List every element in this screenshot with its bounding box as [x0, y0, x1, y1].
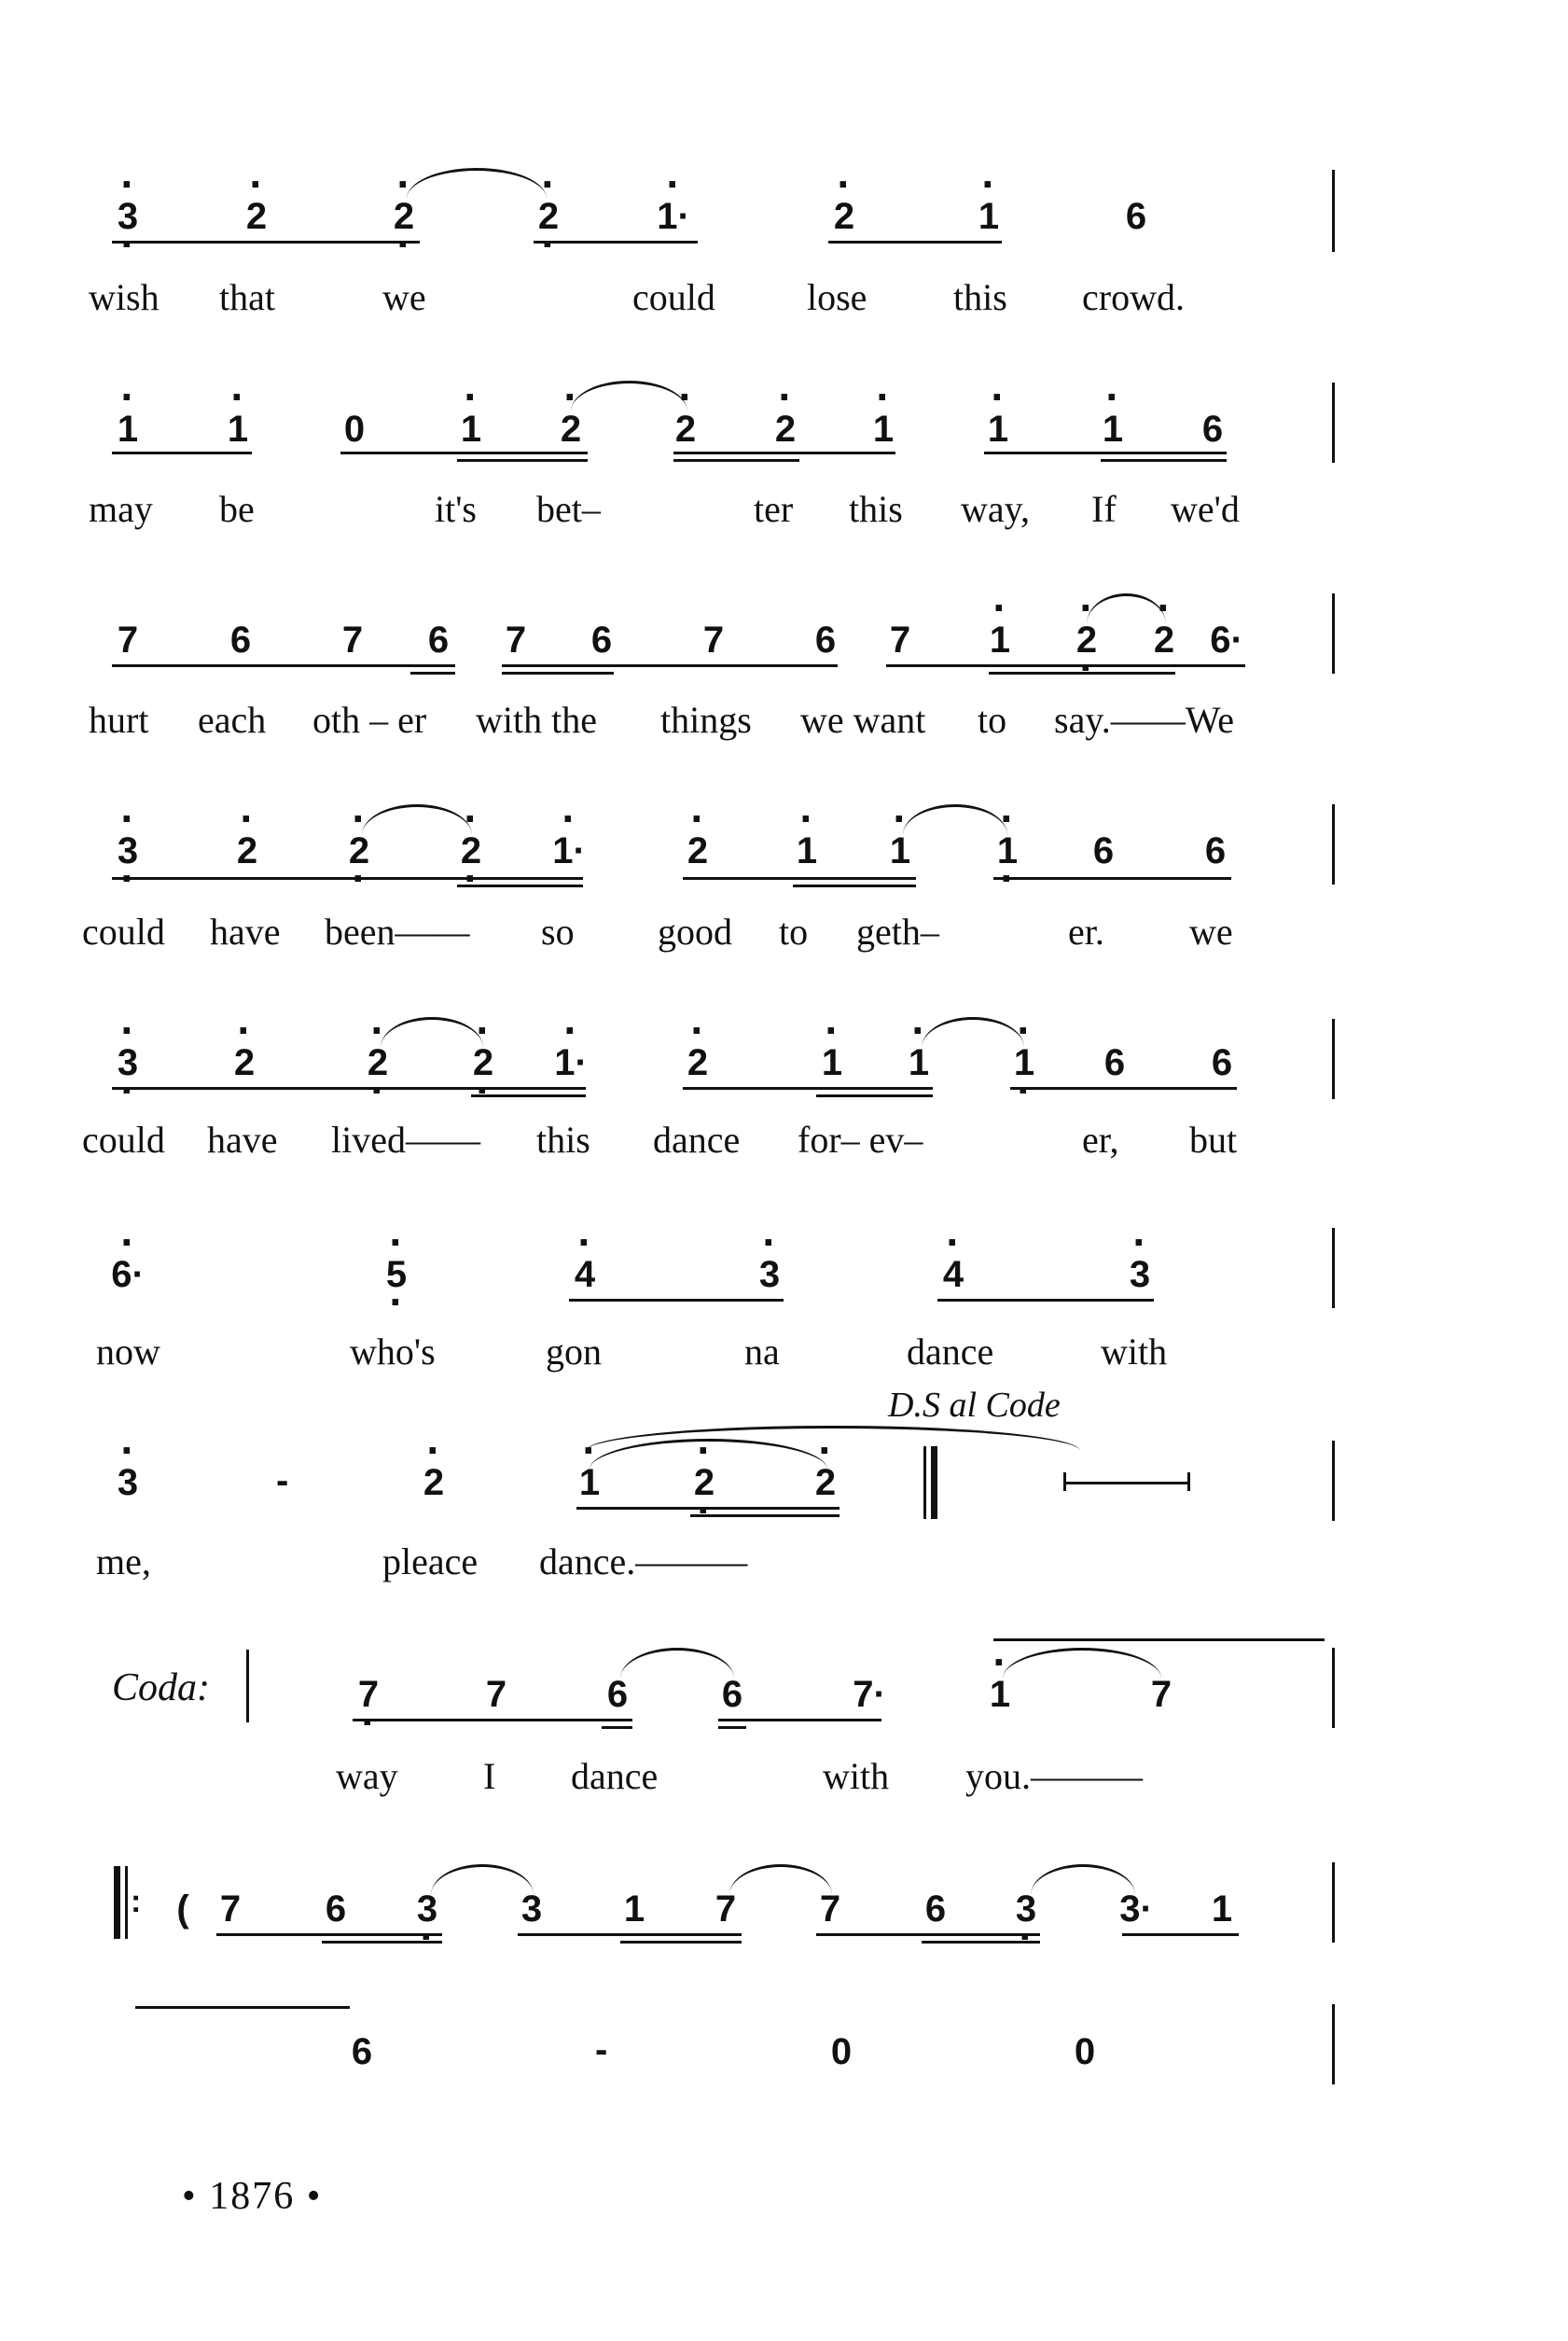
note: · 1	[210, 407, 266, 452]
lyric: but	[1189, 1119, 1238, 1161]
tie-arc	[729, 1864, 832, 1895]
note: · 2 ·	[455, 1040, 511, 1085]
note: · 2	[670, 829, 726, 873]
note: 7	[715, 1888, 737, 1930]
beam	[410, 672, 455, 675]
beam	[922, 1941, 1040, 1944]
lyric: If	[1091, 488, 1117, 530]
note: · 2	[757, 407, 813, 452]
lyric: with	[823, 1755, 890, 1797]
note: 7·	[853, 1674, 886, 1715]
beam	[673, 459, 799, 462]
lyric: with the	[476, 699, 597, 741]
lyric: we	[1189, 911, 1233, 953]
note: · 2 ·	[520, 194, 576, 239]
note: 7	[219, 1888, 242, 1930]
beam	[322, 1941, 442, 1944]
lyric: now	[96, 1331, 160, 1373]
beam	[502, 672, 614, 675]
note: · 2 ·	[376, 194, 432, 239]
lyric: pleace	[382, 1540, 479, 1582]
lyric: na	[744, 1331, 780, 1373]
barline	[1332, 1441, 1335, 1521]
lyric: have	[210, 911, 281, 953]
lyric: to	[779, 911, 809, 953]
lyric: ter	[754, 488, 794, 530]
barline	[1332, 1648, 1335, 1728]
note: 7	[485, 1674, 507, 1715]
note: 6	[1201, 409, 1224, 450]
repeat-dots: :	[131, 1884, 142, 1919]
lyric: could	[82, 1119, 165, 1161]
note: -	[276, 1460, 289, 1501]
note: 6	[427, 620, 450, 661]
note: · 3	[742, 1252, 798, 1297]
note: · 2	[670, 1040, 726, 1085]
lyric: have	[207, 1119, 278, 1161]
lyric: with	[1101, 1331, 1168, 1373]
note: 6	[229, 620, 252, 661]
lyric: bet–	[536, 488, 601, 530]
coda-bar	[246, 1650, 249, 1722]
note: 6	[351, 2031, 373, 2072]
barline	[1332, 1228, 1335, 1308]
lyric: geth–	[856, 911, 939, 953]
beam	[718, 1726, 746, 1729]
note: 6	[1125, 196, 1147, 237]
lyric: who's	[350, 1331, 436, 1373]
note: 6	[721, 1674, 743, 1715]
note: 7	[889, 620, 911, 661]
note: · 4	[557, 1252, 613, 1297]
note: · 2 ·	[350, 1040, 406, 1085]
barline	[1332, 804, 1335, 885]
beam	[793, 885, 916, 887]
note: · 1	[891, 1040, 947, 1085]
beam	[683, 1087, 933, 1090]
beam	[353, 1719, 632, 1721]
note: 7	[702, 620, 725, 661]
barline	[923, 1446, 926, 1519]
note: 6	[1204, 830, 1227, 871]
beam	[471, 1094, 586, 1097]
note: · 3	[1112, 1252, 1168, 1297]
beam	[984, 452, 1227, 454]
lyric: lived——	[331, 1119, 480, 1161]
lyric: crowd.	[1082, 276, 1185, 318]
barline	[1332, 593, 1335, 674]
note: 6	[1092, 830, 1115, 871]
note: · 1	[779, 829, 835, 873]
beam	[620, 1941, 742, 1944]
beam	[718, 1719, 881, 1721]
lyric: me,	[96, 1540, 151, 1582]
lyric: this	[953, 276, 1007, 318]
extension-line	[993, 1638, 1325, 1641]
beam	[457, 885, 583, 887]
note: · 2	[1136, 618, 1192, 662]
note: · 2	[219, 829, 275, 873]
lyric: this	[536, 1119, 590, 1161]
beam	[502, 664, 838, 667]
note: · 2	[658, 407, 714, 452]
note: 0	[830, 2031, 853, 2072]
repeat-start-barline	[125, 1866, 128, 1939]
note: 7 ·	[340, 1672, 396, 1717]
lyric: could	[632, 276, 715, 318]
note: · 6·	[100, 1252, 156, 1297]
beam	[112, 241, 420, 244]
note: · 1	[972, 618, 1028, 662]
note: 6	[1103, 1042, 1126, 1083]
lyric: I	[483, 1755, 496, 1797]
note: 7	[505, 620, 527, 661]
beam	[683, 877, 916, 880]
lyric: that	[219, 276, 275, 318]
lyric: be	[219, 488, 255, 530]
lyric: this	[849, 488, 903, 530]
coda-label: Coda:	[112, 1666, 210, 1709]
lyric: dance.———	[539, 1540, 748, 1582]
note: · 1	[562, 1460, 617, 1505]
lyric: wish	[89, 276, 160, 318]
note: 7	[1150, 1674, 1173, 1715]
beam	[690, 1514, 840, 1517]
lyric: we want	[800, 699, 926, 741]
lyric: been——	[325, 911, 470, 953]
beam	[534, 241, 698, 244]
lyric: you.———	[965, 1755, 1143, 1797]
beam	[1101, 459, 1227, 462]
note: · 1	[443, 407, 499, 452]
lyric: er,	[1082, 1119, 1119, 1161]
beam	[1010, 1087, 1237, 1090]
note: · 2	[216, 1040, 272, 1085]
barline	[1332, 170, 1335, 252]
ds-al-coda-marking: D.S al Code	[888, 1386, 1061, 1425]
beam	[937, 1299, 1154, 1302]
note: 3 ·	[399, 1887, 455, 1931]
note: · 1·	[645, 194, 701, 239]
lyric: we'd	[1171, 488, 1240, 530]
beam	[602, 1726, 632, 1729]
note: · 3 ·	[100, 194, 156, 239]
lyric: things	[660, 699, 752, 741]
tie-arc	[431, 1864, 534, 1895]
note: 6	[606, 1674, 629, 1715]
note: · 1 ·	[979, 829, 1035, 873]
note: · 1·	[543, 1040, 599, 1085]
note: · 1	[1085, 407, 1141, 452]
beam	[216, 1933, 442, 1936]
lyric: may	[89, 488, 153, 530]
lyric: each	[198, 699, 267, 741]
lyric: good	[658, 911, 732, 953]
lyric: gon	[546, 1331, 602, 1373]
note: · 2 ·	[443, 829, 499, 873]
note: · 3 ·	[100, 1040, 156, 1085]
tie-arc	[1031, 1864, 1135, 1895]
line-cap	[1187, 1472, 1190, 1491]
note: · 1	[972, 1672, 1028, 1717]
note: 6	[590, 620, 613, 661]
note: 0	[343, 409, 366, 450]
note: 6	[814, 620, 837, 661]
note: -	[595, 2029, 608, 2070]
note: · 2 ·	[1059, 618, 1115, 662]
note: · 1	[961, 194, 1017, 239]
note: 7	[117, 620, 139, 661]
beam	[816, 1933, 1040, 1936]
lyric: we	[382, 276, 426, 318]
lyric: way,	[961, 488, 1031, 530]
lyric: er.	[1068, 911, 1104, 953]
note: 6	[924, 1888, 947, 1930]
note: · 3	[100, 1460, 156, 1505]
note: 7	[341, 620, 364, 661]
note: 3·	[1119, 1888, 1153, 1930]
page-number: • 1876 •	[182, 2175, 323, 2218]
beam	[989, 672, 1175, 675]
beam	[112, 877, 583, 880]
note: (	[176, 1888, 189, 1930]
barline	[1332, 383, 1335, 463]
fermata-line	[1063, 1482, 1189, 1484]
note: · 3 ·	[100, 829, 156, 873]
tie-arc	[620, 1648, 734, 1679]
beam	[112, 664, 455, 667]
note: 1	[623, 1888, 645, 1930]
note: 7	[819, 1888, 841, 1930]
lyric: say.——We	[1054, 699, 1235, 741]
repeat-start-barline	[114, 1866, 120, 1939]
beam	[457, 459, 588, 462]
note: · 2	[798, 1460, 853, 1505]
note: 6·	[1210, 620, 1243, 661]
note: · 2	[543, 407, 599, 452]
note: · 2 ·	[331, 829, 387, 873]
note: · 1	[804, 1040, 860, 1085]
lyric: so	[541, 911, 575, 953]
barline	[1332, 1019, 1335, 1099]
note: · 1	[855, 407, 911, 452]
beam	[886, 664, 1245, 667]
lyric: hurt	[89, 699, 149, 741]
note: · 1	[970, 407, 1026, 452]
note: · 2	[816, 194, 872, 239]
note: 3 ·	[998, 1887, 1054, 1931]
beam	[1122, 1933, 1239, 1936]
beam	[112, 452, 252, 454]
note: · 1·	[541, 829, 597, 873]
note: 1	[1211, 1888, 1233, 1930]
barline	[1332, 1862, 1335, 1943]
note: · 1	[100, 407, 156, 452]
note: · 1	[872, 829, 928, 873]
lyric: to	[978, 699, 1007, 741]
beam	[673, 452, 895, 454]
note: 0	[1074, 2031, 1096, 2072]
beam	[993, 877, 1231, 880]
note: 3	[520, 1888, 543, 1930]
beam	[518, 1933, 742, 1936]
lyric: oth – er	[312, 699, 427, 741]
note: · 2	[229, 194, 284, 239]
note: · 5 ·	[368, 1252, 424, 1297]
note: · 1 ·	[996, 1040, 1052, 1085]
beam	[340, 452, 588, 454]
note: · 2	[406, 1460, 462, 1505]
lyric: it's	[435, 488, 477, 530]
lyric: could	[82, 911, 165, 953]
lyric: dance	[907, 1331, 994, 1373]
beam	[816, 1094, 933, 1097]
note: · 4	[925, 1252, 981, 1297]
note: 6	[325, 1888, 347, 1930]
barline	[1332, 2004, 1335, 2084]
lyric: dance	[653, 1119, 741, 1161]
tie-continuation	[135, 2006, 350, 2009]
double-barline	[931, 1446, 937, 1519]
lyric: way	[336, 1755, 398, 1797]
beam	[828, 241, 1002, 244]
lyric: dance	[571, 1755, 659, 1797]
beam	[576, 1507, 840, 1510]
note: · 2 ·	[676, 1460, 732, 1505]
note: 6	[1211, 1042, 1233, 1083]
line-cap	[1063, 1472, 1066, 1491]
lyric: lose	[807, 276, 867, 318]
beam	[112, 1087, 586, 1090]
beam	[569, 1299, 784, 1302]
lyric: for– ev–	[798, 1119, 923, 1161]
